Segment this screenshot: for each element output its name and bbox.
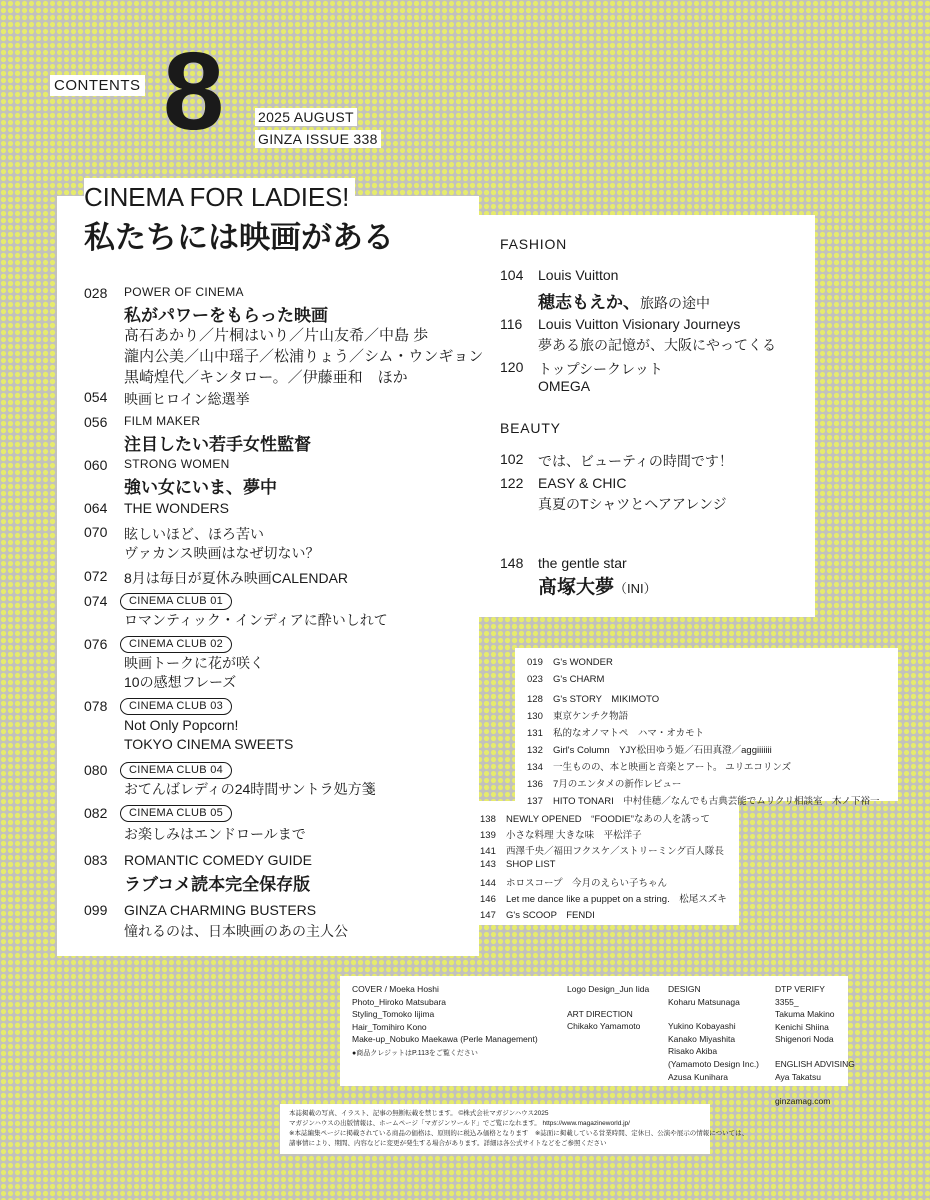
- item-line: Louis Vuitton Visionary Journeys: [538, 316, 741, 332]
- list-item[interactable]: 019 G's WONDER: [527, 657, 613, 668]
- page-number: 122: [500, 475, 524, 491]
- cover-credits: COVER / Moeka Hoshi Photo_Hiroko Matsubara Styling_Tomoko Iijima Hair_Tomihiro Kono Make-up_Nobuko Maekawa (Perle Management) ●商品クレジットはP.113をご覧ください: [352, 984, 538, 1057]
- page-number: 028: [84, 285, 108, 301]
- list-item[interactable]: 144 ホロスコープ 今月のえらい子ちゃん: [480, 878, 668, 889]
- page-number: 056: [84, 414, 108, 430]
- page-number: 104: [500, 267, 524, 283]
- item-line-2: OMEGA: [538, 378, 591, 394]
- item-line-2: 真夏のTシャツとヘアアレンジ: [538, 496, 727, 512]
- item-line: EASY & CHIC: [538, 475, 627, 491]
- page-number: 076: [84, 636, 108, 652]
- item-line-2: 憧れるのは、日本映画のあの主人公: [124, 923, 348, 939]
- list-item[interactable]: 137 HITO TONARI 中村佳穂／なんでも古典芸能でムリクリ相談室 木ノ下裕一: [527, 796, 880, 807]
- list-item[interactable]: 146 Let me dance like a puppet on a string. 松尾スズキ: [480, 894, 727, 905]
- item-line: 映画ヒロイン総選挙: [124, 391, 250, 407]
- page-number: 120: [500, 359, 524, 375]
- cinema-club-badge: CINEMA CLUB 02: [120, 636, 232, 653]
- feature-title-jp: 私たちには映画がある: [84, 220, 394, 255]
- legal-notice: 本誌掲載の写真、イラスト、記事の無断転載を禁じます。 ©株式会社マガジンハウス2025 マガジンハウスの出版情報は、ホームページ「マガジンワールド」でご覧になれます。 https://www.magazineworld.jp/ ※本誌編集ページに掲載されている商品の価格は、原則的に税込み価格となります ※誌面に掲載している営業時間、定休日、公演や展示の情報については、 諸事情により、期間、内容などに変更が発生する場合があります。詳細は各公式サイトなどをご参照ください: [289, 1110, 749, 1147]
- page-number: 054: [84, 389, 108, 405]
- list-item[interactable]: 130 東京ケンチク物語: [527, 711, 629, 722]
- item-title: ラブコメ読本完全保存版: [124, 875, 311, 894]
- item-line: トップシークレット: [538, 361, 663, 377]
- item-title: 髙塚大夢（INI）: [538, 577, 657, 598]
- item-title: 穂志もえか、旅路の途中: [538, 293, 710, 312]
- page-number: 116: [500, 316, 523, 332]
- issue-line: GINZA ISSUE 338: [255, 130, 381, 148]
- contents-label: CONTENTS: [50, 75, 145, 96]
- cinema-club-badge: CINEMA CLUB 03: [120, 698, 232, 715]
- list-item[interactable]: 138 NEWLY OPENED “FOODIE”なあの人を誘って: [480, 814, 710, 825]
- page-number: 074: [84, 593, 108, 609]
- page-number: 148: [500, 555, 524, 571]
- design-credits: DESIGN Koharu Matsunaga Yukino Kobayashi Kanako Miyashita Risako Akiba (Yamamoto Design Inc.) Azusa Kunihara: [668, 984, 760, 1082]
- item-line: Not Only Popcorn!: [124, 717, 239, 733]
- issue-number: 8: [163, 30, 225, 153]
- list-item[interactable]: 134 一生ものの、本と映画と音楽とアート。 ユリエコリンズ: [527, 762, 792, 773]
- dtp-credits: DTP VERIFY 3355_ Takuma Makino Kenichi Shiina Shigenori Noda ENGLISH ADVISING Aya Takatsu ginzamag.com: [775, 984, 855, 1107]
- site-link[interactable]: ginzamag.com: [775, 1096, 831, 1107]
- item-en-label: POWER OF CINEMA: [124, 285, 244, 299]
- item-line: おてんばレディの24時間サントラ処方箋: [124, 781, 376, 797]
- list-item[interactable]: 128 G's STORY MIKIMOTO: [527, 694, 660, 705]
- item-line: 眩しいほど、ほろ苦い: [124, 526, 264, 542]
- item-line: では、ビューティの時間です！: [538, 453, 733, 469]
- item-line: ロマンティック・インディアに酔いしれて: [124, 612, 388, 628]
- list-item[interactable]: 023 G's CHARM: [527, 674, 605, 685]
- beauty-section-label: BEAUTY: [500, 420, 561, 436]
- item-line-2: ヴァカンス映画はなぜ切ない？: [124, 545, 320, 561]
- item-line: ROMANTIC COMEDY GUIDE: [124, 852, 312, 868]
- fashion-section-label: FASHION: [500, 236, 568, 252]
- item-en-label: STRONG WOMEN: [124, 457, 230, 471]
- list-item[interactable]: 147 G's SCOOP FENDI: [480, 910, 595, 921]
- list-item[interactable]: 139 小さな料理 大きな味 平松洋子: [480, 830, 642, 841]
- fashion-beauty-panel: [479, 215, 815, 617]
- list-item[interactable]: 136 7月のエンタメの新作レビュー: [527, 779, 682, 790]
- item-line-2: 夢ある旅の記憶が、大阪にやってくる: [538, 337, 776, 353]
- page-number: 082: [84, 805, 108, 821]
- item-line: 8月は毎日が夏休み映画CALENDAR: [124, 570, 349, 586]
- list-item[interactable]: 143 SHOP LIST: [480, 859, 556, 870]
- item-line: GINZA CHARMING BUSTERS: [124, 902, 317, 918]
- item-title: 注目したい若手女性監督: [124, 435, 311, 454]
- page-number: 064: [84, 500, 108, 516]
- item-line-2: TOKYO CINEMA SWEETS: [124, 736, 294, 752]
- logo-art-credits: Logo Design_Jun Iida ART DIRECTION Chikako Yamamoto: [567, 984, 650, 1032]
- item-title: 私がパワーをもらった映画: [124, 306, 328, 325]
- page-number: 102: [500, 451, 524, 467]
- item-line: 映画トークに花が咲く: [124, 655, 264, 671]
- cinema-club-badge: CINEMA CLUB 04: [120, 762, 232, 779]
- page-number: 099: [84, 902, 108, 918]
- page-number: 078: [84, 698, 108, 714]
- item-line: the gentle star: [538, 555, 627, 571]
- page-number: 080: [84, 762, 108, 778]
- page-number: 070: [84, 524, 108, 540]
- item-en-label: FILM MAKER: [124, 414, 201, 428]
- item-line: お楽しみはエンドロールまで: [124, 826, 306, 842]
- list-item[interactable]: 141 西澤千央／福田フクスケ／ストリーミング百人隊長: [480, 846, 724, 857]
- item-title: 強い女にいま、夢中: [124, 478, 277, 497]
- list-item[interactable]: 131 私的なオノマトペ ハマ・オカモト: [527, 728, 705, 739]
- issue-month: 2025 AUGUST: [255, 108, 357, 126]
- page-number: 083: [84, 852, 108, 868]
- list-item[interactable]: 132 Girl's Column YJY松田ゆう姫／石田真澄／aggiiiiiii: [527, 745, 772, 756]
- page-number: 072: [84, 568, 108, 584]
- item-line: THE WONDERS: [124, 500, 229, 516]
- featured-names: 髙石あかり／片桐はいり／片山友希／中島 歩 瀧内公美／山中瑶子／松浦りょう／シム・ウンギョン 黒崎煌代／キンタロー。／伊藤亜和 ほか: [124, 327, 484, 386]
- item-line: Louis Vuitton: [538, 267, 619, 283]
- cinema-club-badge: CINEMA CLUB 05: [120, 805, 232, 822]
- feature-title-en: CINEMA FOR LADIES!: [84, 178, 355, 213]
- page-number: 060: [84, 457, 108, 473]
- cinema-club-badge: CINEMA CLUB 01: [120, 593, 232, 610]
- item-line-2: 10の感想フレーズ: [124, 674, 237, 690]
